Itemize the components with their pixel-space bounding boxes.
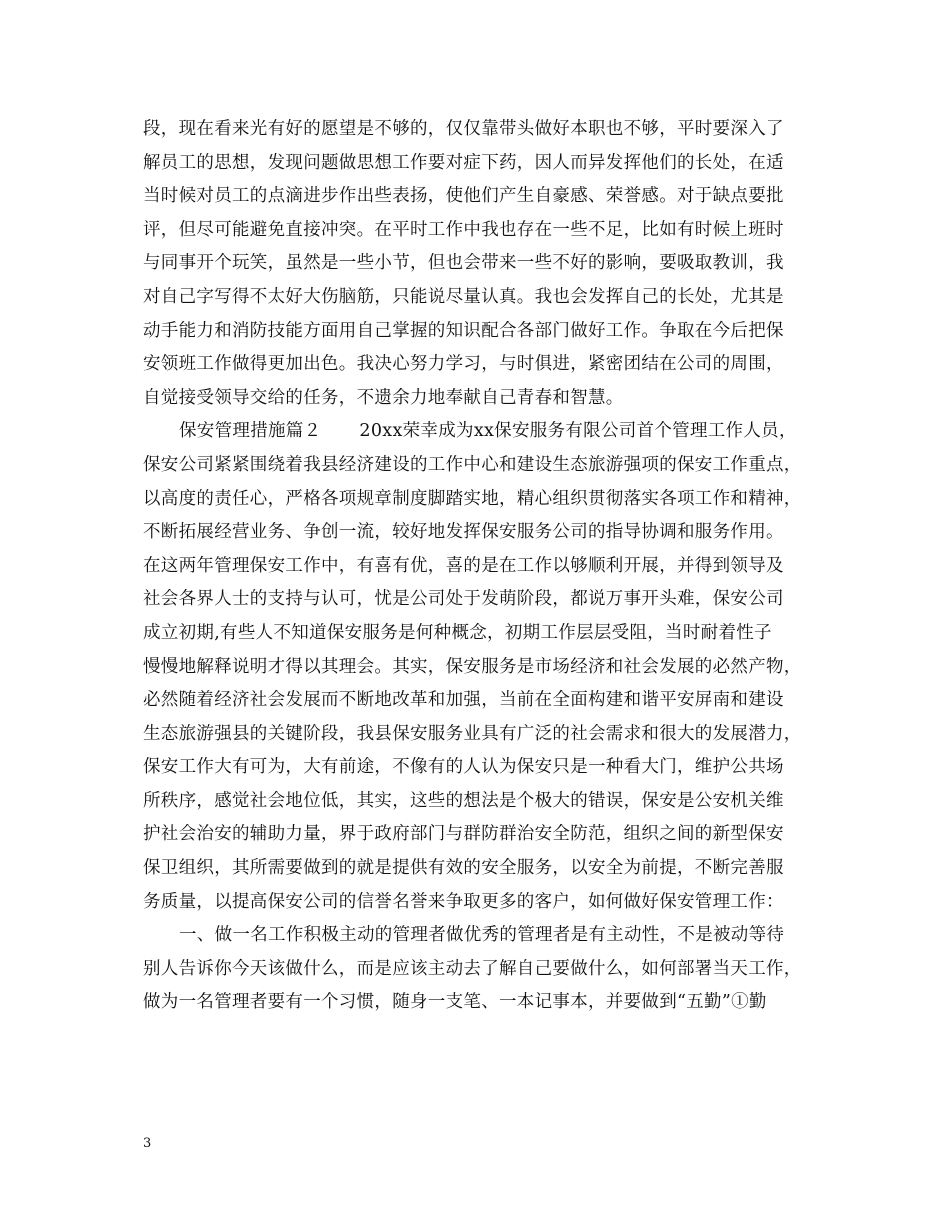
text-line: 做为一名管理者要有一个习惯，随身一支笔、一本记事本，并要做到“五勤”①勤: [143, 992, 767, 1013]
body-text: [143, 113, 828, 1020]
text-line: 所秩序，感觉社会地位低，其实，这些的想法是个极大的错误，保安是公安机关维: [143, 790, 784, 811]
text-line: 与同事开个玩笑，虽然是一些小节，但也会带来一些不好的影响，要吸取教训，我: [143, 253, 784, 274]
text-line: 护社会治安的辅助力量，界于政府部门与群防群治安全防范，组织之间的新型保安: [143, 824, 784, 845]
text-line: 解员工的思想，发现问题做思想工作要对症下药，因人而异发挥他们的长处，在适: [143, 152, 784, 173]
text-line: 别人告诉你今天该做什么，而是应该主动去了解自己要做什么，如何部署当天工作，: [143, 958, 802, 979]
text-line: 成立初期,有些人不知道保安服务是何种概念，初期工作层层受阻，当时耐着性子: [143, 622, 772, 643]
text-line: 评，但尽可能避免直接冲突。在平时工作中我也存在一些不足，比如有时候上班时: [143, 219, 784, 240]
text-line: 段，现在看来光有好的愿望是不够的，仅仅靠带头做好本职也不够，平时要深入了: [143, 119, 784, 139]
text-line: 当时候对员工的点滴进步作出些表扬，使他们产生自豪感、荣誉感。对于缺点要批: [143, 186, 784, 207]
text-line: 动手能力和消防技能方面用自己掌握的知识配合各部门做好工作。争取在今后把保: [143, 320, 784, 341]
text-line: 务质量，以提高保安公司的信誉名誉来争取更多的客户，如何做好保安管理工作：: [143, 891, 784, 912]
page-number: 3: [143, 1136, 152, 1151]
text-line: 对自己字写得不太好大伤脑筋，只能说尽量认真。我也会发挥自己的长处，尤其是: [143, 286, 784, 307]
text-line: 必然随着经济社会发展而不断地改革和加强，当前在全面构建和谐平安屏南和建设: [143, 690, 784, 711]
paragraph-first-line: 一、做一名工作积极主动的管理者做优秀的管理者是有主动性，不是被动等待: [179, 925, 785, 946]
text-line: 保卫组织，其所需要做到的就是提供有效的安全服务，以安全为前提，不断完善服: [143, 858, 784, 879]
text-line: 慢慢地解释说明才得以其理会。其实，保安服务是市场经济和社会发展的必然产物，: [143, 656, 802, 677]
section-first-line: 20xx荣幸成为xx保安服务有限公司首个管理工作人员，: [359, 421, 797, 442]
text-line: 在这两年管理保安工作中，有喜有优，喜的是在工作以够顺利开展，并得到领导及: [143, 555, 784, 576]
text-line: 保安公司紧紧围绕着我县经济建设的工作中心和建设生态旅游强项的保安工作重点，: [143, 454, 802, 475]
section-heading: 保安管理措施篇２: [179, 421, 322, 442]
text-line: 不断拓展经营业务、争创一流，较好地发挥保安服务公司的指导协调和服务作用。: [143, 522, 784, 543]
text-line: 生态旅游强县的关键阶段，我县保安服务业具有广泛的社会需求和很大的发展潜力，: [143, 723, 802, 744]
text-line: 保安工作大有可为，大有前途，不像有的人认为保安只是一种看大门，维护公共场: [143, 757, 784, 778]
text-line: 社会各界人士的支持与认可，忧是公司处于发萌阶段，都说万事开头难，保安公司: [143, 589, 784, 610]
text-line: 安领班工作做得更加出色。我决心努力学习，与时俱进，紧密团结在公司的周围，: [143, 354, 784, 375]
text-line: 以高度的责任心，严格各项规章制度脚踏实地，精心组织贯彻落实各项工作和精神，: [143, 488, 802, 509]
text-line: 自觉接受领导交给的任务，不遗余力地奉献自己青春和智慧。: [143, 387, 624, 408]
section-heading-line: [143, 415, 828, 449]
